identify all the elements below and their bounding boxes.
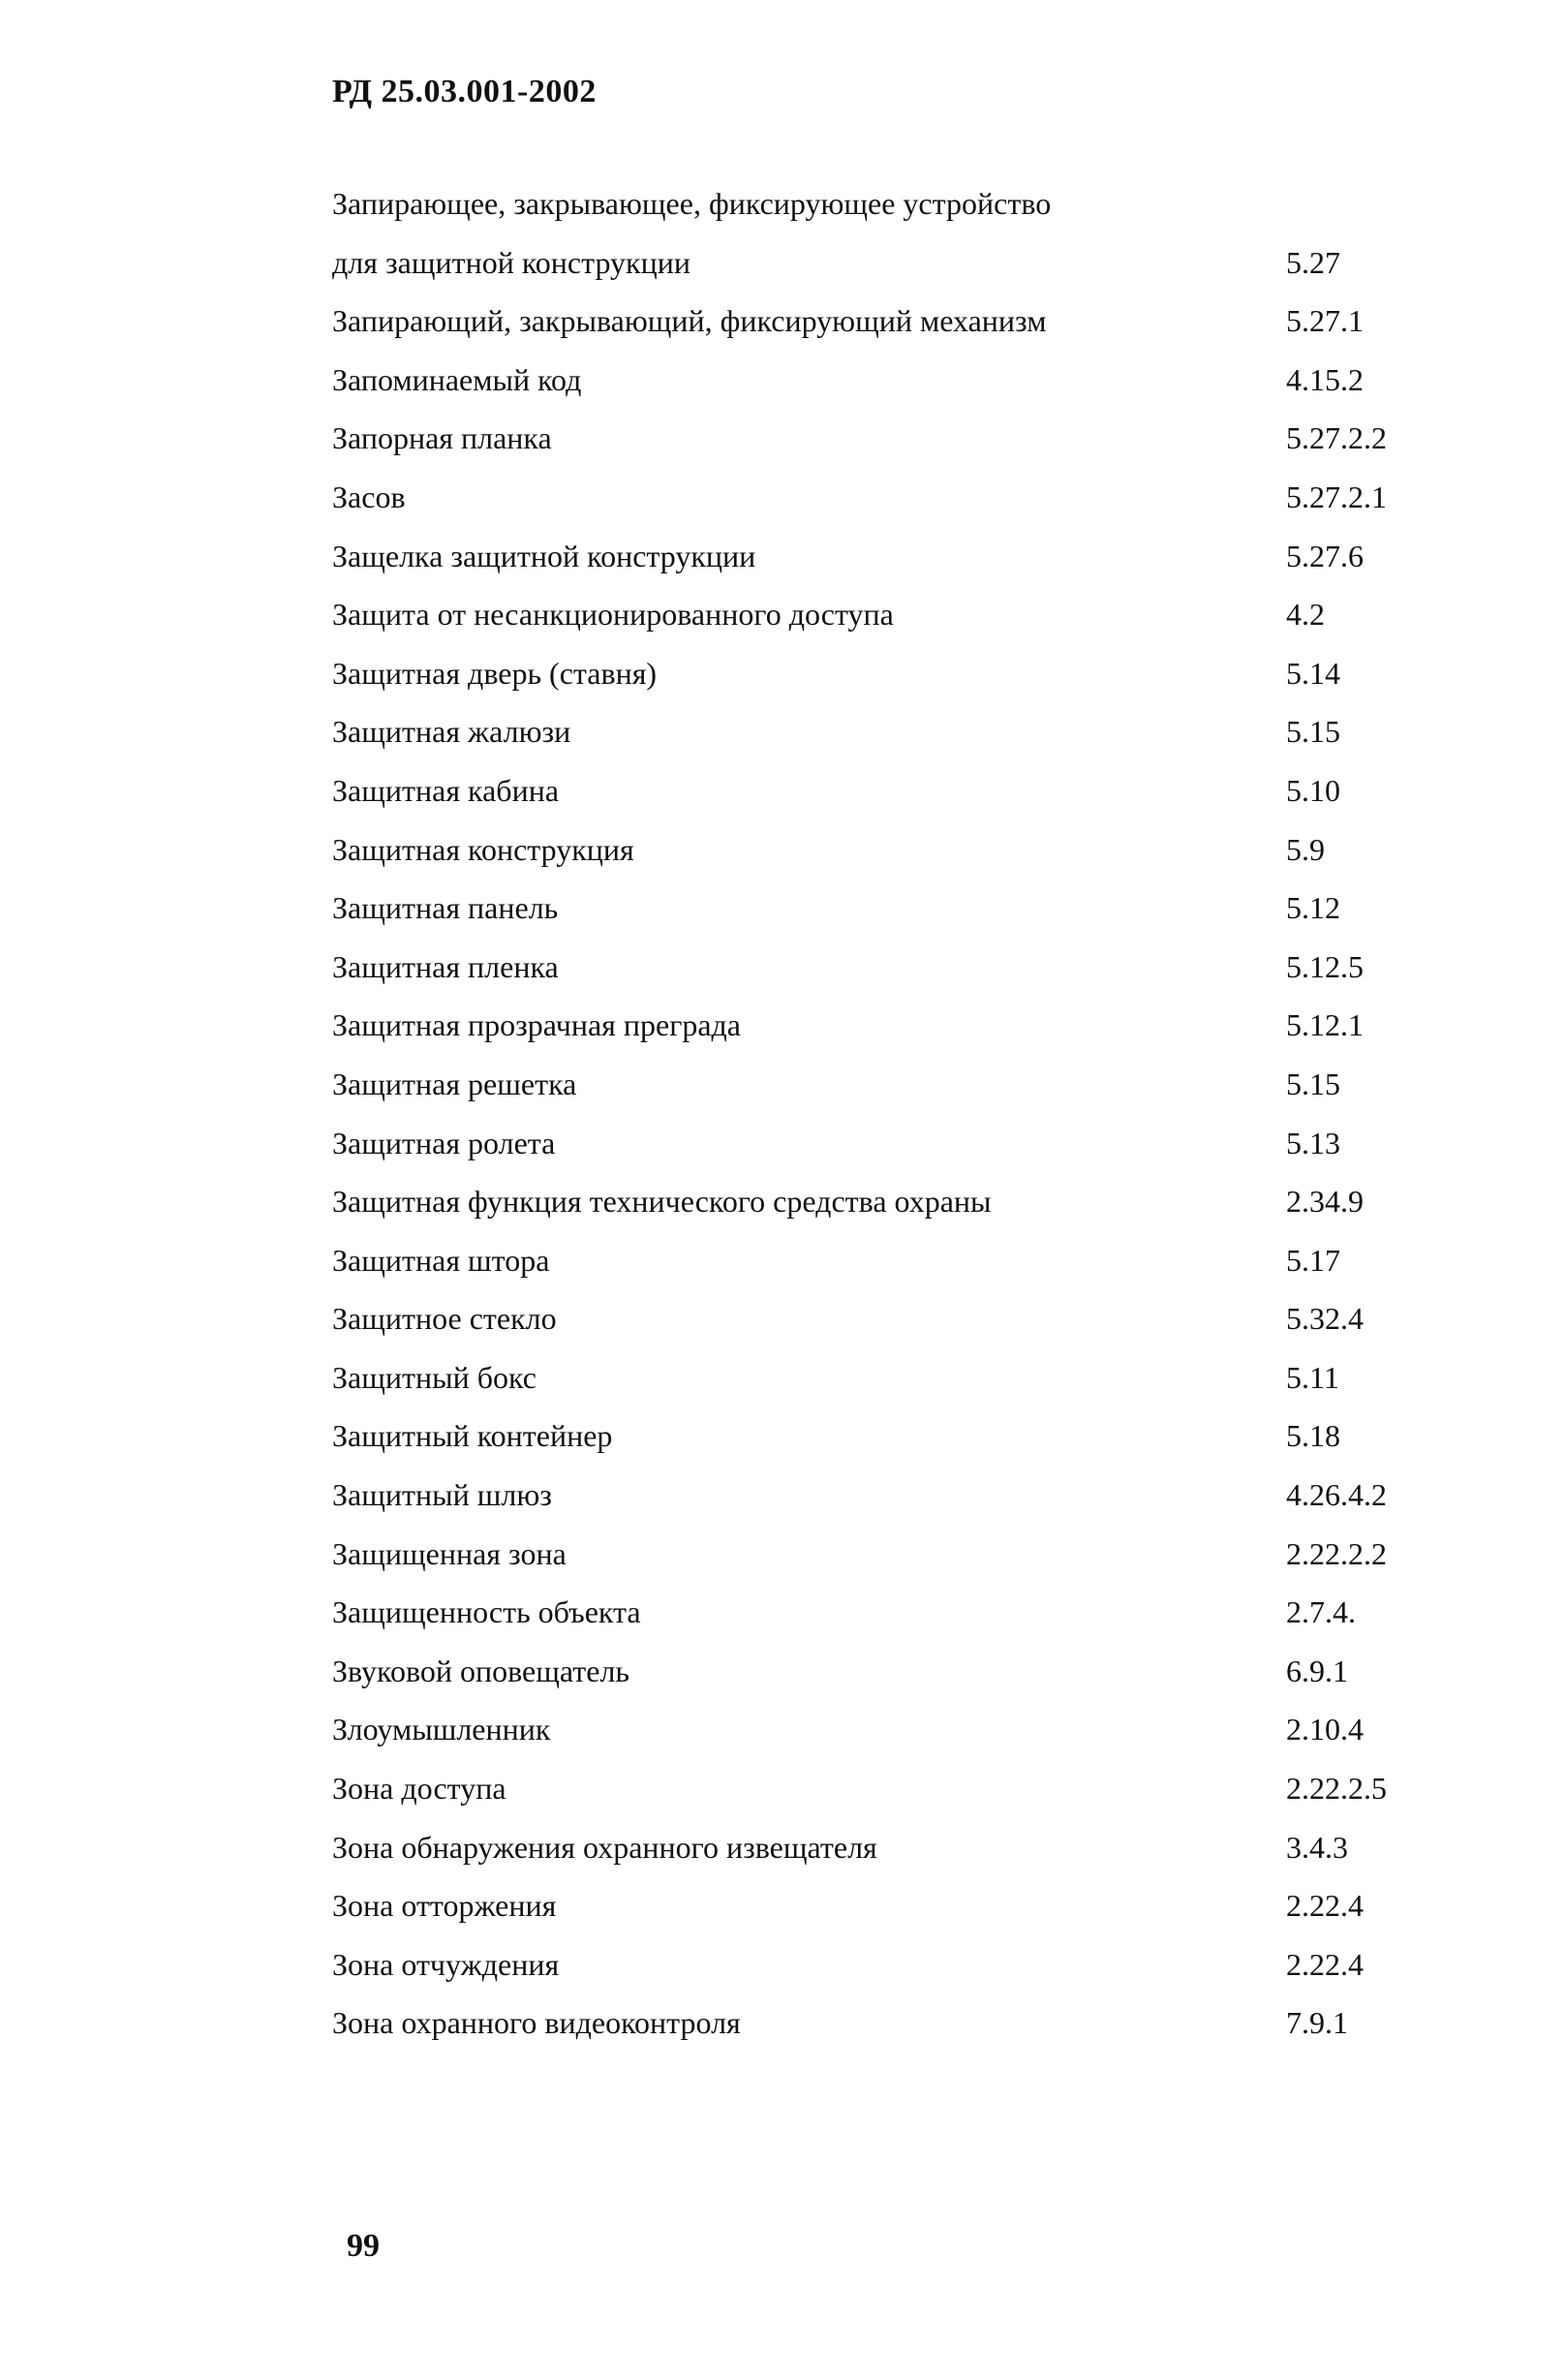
index-entry (332, 938, 1436, 997)
index-entry (332, 761, 1436, 820)
index-reference: 5.32.4 (1286, 1301, 1364, 1337)
index-reference: 5.27 (1286, 244, 1340, 280)
index-entry (332, 468, 1436, 527)
index-term: Запорная планка (332, 420, 552, 456)
index-entry (332, 1172, 1436, 1231)
index-reference: 5.17 (1286, 1242, 1340, 1278)
index-term: Защитная прозрачная преграда (332, 1007, 741, 1043)
index-reference: 2.7.4. (1286, 1594, 1356, 1630)
index-reference: 4.2 (1286, 597, 1325, 633)
index-reference: 5.13 (1286, 1125, 1340, 1160)
index-reference: 5.27.2.1 (1286, 479, 1387, 514)
index-entry (332, 1876, 1436, 1935)
index-entry (332, 1525, 1436, 1584)
index-term: Защитный бокс (332, 1359, 537, 1395)
index-term: Защитная панель (332, 890, 559, 926)
index-reference: 7.9.1 (1286, 2005, 1348, 2041)
document-code-header: РД 25.03.001-2002 (332, 74, 597, 109)
index-reference: 5.11 (1286, 1359, 1339, 1395)
index-term: Защитная дверь (ставня) (332, 655, 658, 691)
index-reference: 5.27.6 (1286, 538, 1364, 573)
index-reference: 2.10.4 (1286, 1712, 1364, 1747)
index-entry (332, 820, 1436, 880)
index-reference: 5.10 (1286, 772, 1340, 808)
index-reference: 5.14 (1286, 655, 1340, 691)
index-reference: 5.18 (1286, 1418, 1340, 1454)
index-reference: 2.22.2.2 (1286, 1535, 1387, 1571)
index-term: Зона отторжения (332, 1888, 557, 1924)
index-reference: 2.22.4 (1286, 1946, 1364, 1982)
index-term: Защищенность объекта (332, 1594, 641, 1630)
index-reference: 5.27.1 (1286, 303, 1364, 339)
index-reference: 5.15 (1286, 1066, 1340, 1101)
index-term: Звуковой оповещатель (332, 1653, 629, 1688)
index-reference: 3.4.3 (1286, 1829, 1348, 1865)
index-entry (332, 1818, 1436, 1877)
index-term: Злоумышленник (332, 1712, 551, 1747)
index-term: Защита от несанкционированного доступа (332, 597, 894, 633)
index-entry (332, 996, 1436, 1055)
index-entry (332, 1642, 1436, 1701)
index-term: Зона отчуждения (332, 1946, 560, 1982)
index-entry (332, 1935, 1436, 1994)
index-term: для защитной конструкции (332, 244, 690, 280)
index-reference: 5.15 (1286, 714, 1340, 750)
index-entry (332, 1289, 1436, 1348)
index-reference: 4.15.2 (1286, 361, 1364, 397)
index-term: Запирающий, закрывающий, фиксирующий механизм (332, 303, 1047, 339)
index-entry (332, 1994, 1436, 2053)
index-reference: 2.22.2.5 (1286, 1771, 1387, 1807)
index-reference: 2.34.9 (1286, 1184, 1364, 1220)
index-term: Защитное стекло (332, 1301, 557, 1337)
index-entry (332, 233, 1436, 293)
index-entry (332, 409, 1436, 468)
index-term: Засов (332, 479, 406, 514)
index-entry (332, 1406, 1436, 1466)
index-reference: 5.9 (1286, 831, 1325, 867)
index-term: Защищенная зона (332, 1535, 567, 1571)
index-entry (332, 527, 1436, 586)
index-term: Защитная жалюзи (332, 714, 571, 750)
index-entry (332, 879, 1436, 938)
index-term: Защитный шлюз (332, 1477, 552, 1513)
index-term: Защитная конструкция (332, 831, 634, 867)
index-term: Зона обнаружения охранного извещателя (332, 1829, 877, 1865)
index-reference: 5.12.5 (1286, 948, 1364, 984)
index-term: Защитная ролета (332, 1125, 556, 1160)
page-number: 99 (347, 2228, 380, 2264)
index-term: Защитная штора (332, 1242, 550, 1278)
index-entry (332, 585, 1436, 644)
index-entry (332, 292, 1436, 351)
index-entry (332, 702, 1436, 761)
index-reference: 2.22.4 (1286, 1888, 1364, 1924)
index-entry (332, 1114, 1436, 1173)
index-entry (332, 1466, 1436, 1525)
index-entry (332, 644, 1436, 703)
index-term: Защитная кабина (332, 772, 560, 808)
index-term: Защитная решетка (332, 1066, 577, 1101)
index-reference: 5.12 (1286, 890, 1340, 926)
index-term: Зона охранного видеоконтроля (332, 2005, 741, 2041)
index-reference: 5.12.1 (1286, 1007, 1364, 1043)
index-reference: 4.26.4.2 (1286, 1477, 1387, 1513)
index-entry (332, 351, 1436, 410)
index-entry (332, 1700, 1436, 1759)
index-term: Защитная функция технического средства охраны (332, 1184, 992, 1220)
index-entry (332, 174, 1436, 233)
index-term: Зона доступа (332, 1771, 506, 1807)
term-index-list (332, 174, 1436, 2053)
index-term: Защитная пленка (332, 948, 559, 984)
index-term: Защелка защитной конструкции (332, 538, 756, 573)
index-entry (332, 1583, 1436, 1642)
index-term: Защитный контейнер (332, 1418, 613, 1454)
index-term: Запирающее, закрывающее, фиксирующее устройство (332, 186, 1052, 221)
index-term: Запоминаемый код (332, 361, 582, 397)
index-reference: 5.27.2.2 (1286, 420, 1387, 456)
index-entry (332, 1759, 1436, 1818)
index-entry (332, 1348, 1436, 1407)
index-entry (332, 1055, 1436, 1114)
index-entry (332, 1231, 1436, 1290)
index-reference: 6.9.1 (1286, 1653, 1348, 1688)
